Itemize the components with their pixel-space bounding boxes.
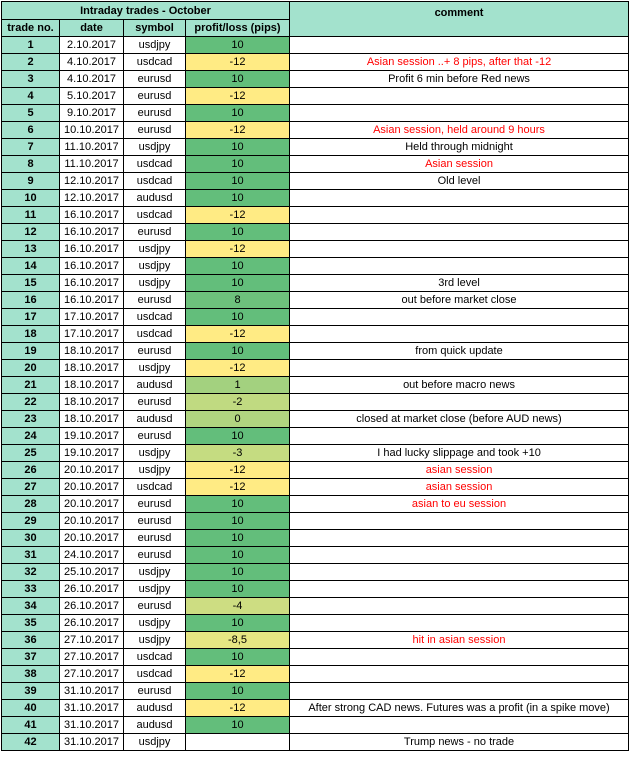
table-row [2,734,629,751]
pl-cell: -4 [186,598,290,615]
trade-no-cell: 5 [2,105,60,122]
table-row [2,513,629,530]
date-cell: 25.10.2017 [60,564,124,581]
table-row [2,462,629,479]
trade-no-cell: 37 [2,649,60,666]
pl-cell: -12 [186,241,290,258]
pl-cell: -2 [186,394,290,411]
comment-cell [290,530,629,547]
table-row [2,173,629,190]
table-row [2,717,629,734]
symbol-cell: usdcad [124,207,186,224]
comment-cell [290,241,629,258]
pl-cell: -3 [186,445,290,462]
date-cell: 16.10.2017 [60,258,124,275]
symbol-cell: usdcad [124,649,186,666]
symbol-cell: usdcad [124,309,186,326]
trade-no-cell: 11 [2,207,60,224]
date-cell: 20.10.2017 [60,530,124,547]
trade-no-cell: 29 [2,513,60,530]
comment-cell: After strong CAD news. Futures was a profit (in a spike move) [290,700,629,717]
symbol-cell: eurusd [124,292,186,309]
table-row [2,683,629,700]
date-cell: 20.10.2017 [60,479,124,496]
symbol-cell: usdjpy [124,360,186,377]
date-cell: 27.10.2017 [60,649,124,666]
pl-cell: 10 [186,173,290,190]
comment-cell [290,360,629,377]
trade-no-cell: 1 [2,37,60,54]
table-row [2,156,629,173]
comment-cell [290,615,629,632]
symbol-cell: eurusd [124,343,186,360]
trade-no-cell: 19 [2,343,60,360]
comment-cell: Asian session, held around 9 hours [290,122,629,139]
symbol-cell: usdjpy [124,139,186,156]
date-cell: 20.10.2017 [60,513,124,530]
table-row [2,224,629,241]
symbol-cell: usdcad [124,666,186,683]
comment-cell [290,394,629,411]
table-row [2,649,629,666]
pl-cell: 10 [186,105,290,122]
date-cell: 17.10.2017 [60,326,124,343]
trade-no-cell: 34 [2,598,60,615]
pl-cell: 10 [186,649,290,666]
symbol-cell: usdjpy [124,445,186,462]
trade-no-cell: 9 [2,173,60,190]
comment-cell [290,547,629,564]
comment-cell [290,207,629,224]
date-cell: 26.10.2017 [60,615,124,632]
symbol-cell: usdjpy [124,462,186,479]
pl-cell: 10 [186,224,290,241]
comment-cell [290,224,629,241]
pl-cell: 10 [186,275,290,292]
date-cell: 11.10.2017 [60,156,124,173]
date-cell: 18.10.2017 [60,394,124,411]
pl-cell: -12 [186,666,290,683]
date-cell: 20.10.2017 [60,462,124,479]
comment-cell [290,105,629,122]
table-row [2,377,629,394]
comment-cell: Profit 6 min before Red news [290,71,629,88]
pl-cell: -12 [186,207,290,224]
comment-cell: Asian session ..+ 8 pips, after that -12 [290,54,629,71]
table-body [2,37,629,751]
trade-no-cell: 16 [2,292,60,309]
symbol-cell: eurusd [124,71,186,88]
pl-cell: -12 [186,88,290,105]
table-row [2,190,629,207]
symbol-cell: usdjpy [124,564,186,581]
comment-cell: out before macro news [290,377,629,394]
trade-no-cell: 10 [2,190,60,207]
table-row [2,258,629,275]
comment-cell [290,683,629,700]
pl-cell: 10 [186,615,290,632]
table-row [2,139,629,156]
trade-no-cell: 12 [2,224,60,241]
comment-cell [290,326,629,343]
comment-cell [290,428,629,445]
trade-no-cell: 15 [2,275,60,292]
date-cell: 11.10.2017 [60,139,124,156]
pl-cell: 10 [186,71,290,88]
date-cell: 4.10.2017 [60,54,124,71]
trade-no-cell: 42 [2,734,60,751]
date-cell: 5.10.2017 [60,88,124,105]
pl-cell: 10 [186,564,290,581]
symbol-cell: usdcad [124,54,186,71]
table-row [2,275,629,292]
comment-cell: Old level [290,173,629,190]
symbol-cell: eurusd [124,598,186,615]
symbol-cell: usdcad [124,173,186,190]
pl-header: profit/loss (pips) [186,20,290,37]
table-row [2,122,629,139]
date-cell: 31.10.2017 [60,717,124,734]
table-row [2,394,629,411]
pl-cell: 10 [186,37,290,54]
symbol-cell: eurusd [124,547,186,564]
table-row [2,54,629,71]
date-cell: 2.10.2017 [60,37,124,54]
trade-no-header: trade no. [2,20,60,37]
pl-cell: 10 [186,428,290,445]
symbol-cell: eurusd [124,105,186,122]
comment-cell: asian session [290,479,629,496]
symbol-cell: usdjpy [124,275,186,292]
trade-no-cell: 4 [2,88,60,105]
comment-cell [290,309,629,326]
comment-cell: 3rd level [290,275,629,292]
date-header: date [60,20,124,37]
title-row [2,2,629,20]
trade-no-cell: 40 [2,700,60,717]
table-row [2,428,629,445]
trade-no-cell: 17 [2,309,60,326]
symbol-cell: usdjpy [124,37,186,54]
table-row [2,666,629,683]
comment-cell: from quick update [290,343,629,360]
comment-cell: closed at market close (before AUD news) [290,411,629,428]
symbol-cell: usdcad [124,156,186,173]
pl-cell: 10 [186,258,290,275]
symbol-cell: eurusd [124,122,186,139]
symbol-cell: usdjpy [124,581,186,598]
date-cell: 18.10.2017 [60,360,124,377]
table-row [2,496,629,513]
comment-cell: asian to eu session [290,496,629,513]
trade-no-cell: 31 [2,547,60,564]
comment-cell: I had lucky slippage and took +10 [290,445,629,462]
comment-cell [290,581,629,598]
pl-cell: 0 [186,411,290,428]
trade-no-cell: 21 [2,377,60,394]
symbol-cell: audusd [124,190,186,207]
trade-no-cell: 38 [2,666,60,683]
table-row [2,326,629,343]
symbol-cell: audusd [124,717,186,734]
comment-header: comment [290,2,629,37]
pl-cell: 10 [186,717,290,734]
table-row [2,37,629,54]
comment-cell: asian session [290,462,629,479]
trade-no-cell: 30 [2,530,60,547]
date-cell: 10.10.2017 [60,122,124,139]
symbol-cell: eurusd [124,496,186,513]
comment-cell [290,190,629,207]
symbol-cell: eurusd [124,428,186,445]
symbol-cell: usdjpy [124,241,186,258]
symbol-cell: usdjpy [124,632,186,649]
symbol-cell: eurusd [124,88,186,105]
table-row [2,241,629,258]
pl-cell: 10 [186,513,290,530]
comment-cell [290,649,629,666]
date-cell: 31.10.2017 [60,700,124,717]
table-row [2,530,629,547]
trade-no-cell: 8 [2,156,60,173]
symbol-cell: audusd [124,700,186,717]
pl-cell: -8,5 [186,632,290,649]
pl-cell: 10 [186,530,290,547]
pl-cell: 10 [186,683,290,700]
pl-cell: 10 [186,139,290,156]
date-cell: 17.10.2017 [60,309,124,326]
trade-no-cell: 23 [2,411,60,428]
trade-no-cell: 25 [2,445,60,462]
comment-cell: Asian session [290,156,629,173]
trade-no-cell: 32 [2,564,60,581]
pl-cell: -12 [186,326,290,343]
date-cell: 18.10.2017 [60,343,124,360]
comment-cell: Held through midnight [290,139,629,156]
trade-no-cell: 14 [2,258,60,275]
trade-no-cell: 22 [2,394,60,411]
trade-no-cell: 35 [2,615,60,632]
date-cell: 20.10.2017 [60,496,124,513]
date-cell: 18.10.2017 [60,411,124,428]
pl-cell: 8 [186,292,290,309]
comment-cell [290,717,629,734]
date-cell: 12.10.2017 [60,190,124,207]
date-cell: 16.10.2017 [60,241,124,258]
table-row [2,581,629,598]
table-title: Intraday trades - October [2,2,290,20]
symbol-cell: eurusd [124,513,186,530]
comment-cell [290,564,629,581]
comment-cell: hit in asian session [290,632,629,649]
date-cell: 9.10.2017 [60,105,124,122]
date-cell: 16.10.2017 [60,224,124,241]
trade-no-cell: 39 [2,683,60,700]
date-cell: 4.10.2017 [60,71,124,88]
trade-no-cell: 20 [2,360,60,377]
date-cell: 12.10.2017 [60,173,124,190]
comment-cell: out before market close [290,292,629,309]
trade-no-cell: 28 [2,496,60,513]
date-cell: 26.10.2017 [60,581,124,598]
trade-no-cell: 33 [2,581,60,598]
date-cell: 27.10.2017 [60,632,124,649]
table-row [2,309,629,326]
comment-cell: Trump news - no trade [290,734,629,751]
symbol-header: symbol [124,20,186,37]
comment-cell [290,258,629,275]
trade-no-cell: 2 [2,54,60,71]
table-row [2,343,629,360]
symbol-cell: usdcad [124,326,186,343]
trade-no-cell: 18 [2,326,60,343]
date-cell: 27.10.2017 [60,666,124,683]
trade-no-cell: 6 [2,122,60,139]
pl-cell: 10 [186,547,290,564]
table-row [2,71,629,88]
table-row [2,88,629,105]
table-row [2,292,629,309]
table-row [2,547,629,564]
symbol-cell: eurusd [124,224,186,241]
symbol-cell: usdjpy [124,258,186,275]
trade-no-cell: 27 [2,479,60,496]
pl-cell: 10 [186,496,290,513]
date-cell: 16.10.2017 [60,207,124,224]
comment-cell [290,37,629,54]
comment-cell [290,666,629,683]
pl-cell [186,734,290,751]
pl-cell: -12 [186,700,290,717]
date-cell: 26.10.2017 [60,598,124,615]
trade-no-cell: 41 [2,717,60,734]
pl-cell: 1 [186,377,290,394]
table-row [2,207,629,224]
table-row [2,445,629,462]
trade-no-cell: 7 [2,139,60,156]
pl-cell: 10 [186,581,290,598]
trade-no-cell: 13 [2,241,60,258]
table-row [2,598,629,615]
date-cell: 16.10.2017 [60,275,124,292]
symbol-cell: audusd [124,377,186,394]
table-row [2,479,629,496]
trade-no-cell: 26 [2,462,60,479]
pl-cell: 10 [186,156,290,173]
trade-no-cell: 24 [2,428,60,445]
table-row [2,700,629,717]
date-cell: 19.10.2017 [60,445,124,462]
table-row [2,632,629,649]
pl-cell: 10 [186,190,290,207]
table-row [2,105,629,122]
pl-cell: -12 [186,122,290,139]
symbol-cell: usdcad [124,479,186,496]
date-cell: 16.10.2017 [60,292,124,309]
symbol-cell: eurusd [124,683,186,700]
symbol-cell: usdjpy [124,734,186,751]
table-row [2,564,629,581]
trade-no-cell: 36 [2,632,60,649]
pl-cell: -12 [186,54,290,71]
pl-cell: -12 [186,360,290,377]
comment-cell [290,513,629,530]
date-cell: 24.10.2017 [60,547,124,564]
trade-no-cell: 3 [2,71,60,88]
date-cell: 18.10.2017 [60,377,124,394]
symbol-cell: eurusd [124,394,186,411]
table-row [2,360,629,377]
pl-cell: -12 [186,462,290,479]
table-row [2,411,629,428]
symbol-cell: usdjpy [124,615,186,632]
pl-cell: 10 [186,309,290,326]
symbol-cell: audusd [124,411,186,428]
date-cell: 31.10.2017 [60,683,124,700]
table-row [2,615,629,632]
comment-cell [290,598,629,615]
pl-cell: -12 [186,479,290,496]
date-cell: 31.10.2017 [60,734,124,751]
trades-table [1,1,629,751]
date-cell: 19.10.2017 [60,428,124,445]
comment-cell [290,88,629,105]
pl-cell: 10 [186,343,290,360]
symbol-cell: eurusd [124,530,186,547]
